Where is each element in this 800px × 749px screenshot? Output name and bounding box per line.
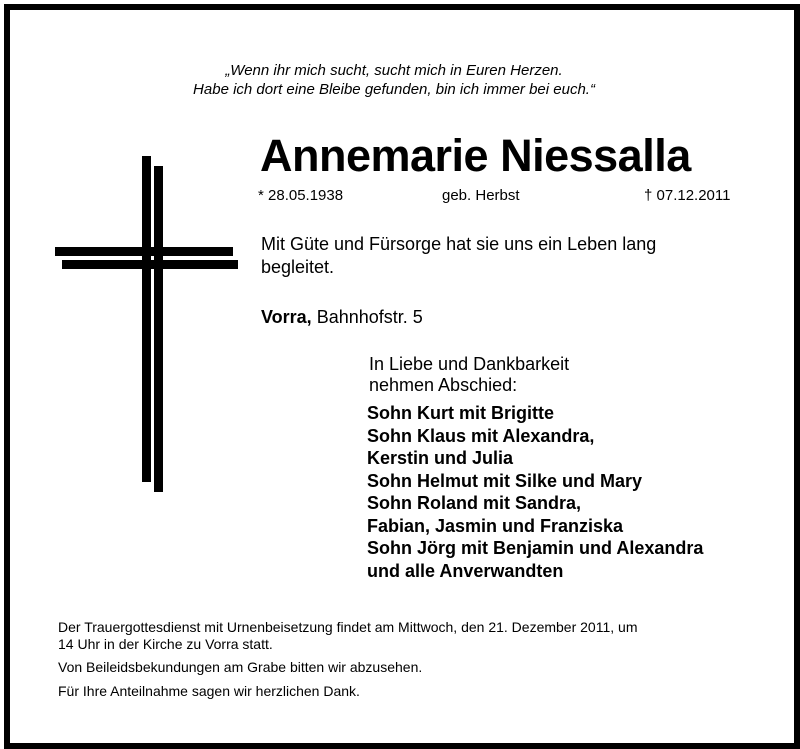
tribute-line-1: Mit Güte und Fürsorge hat sie uns ein Leben lang [261,234,657,254]
mourner-line: Sohn Roland mit Sandra, [367,493,582,513]
mourner-line: Sohn Klaus mit Alexandra, [367,425,595,446]
deceased-name: Annemarie Niessalla [260,130,691,181]
mourner-line: und alle Anverwandten [367,560,564,581]
thanks-note: Für Ihre Anteilnahme sagen wir herzlichen Dank. [58,683,360,699]
address-town: Vorra, [261,307,312,327]
farewell-line-1: In Liebe und Dankbarkeit [369,354,570,374]
quote-line-1: „Wenn ihr mich sucht, sucht mich in Euren Herzen. [225,62,563,79]
mourner-line: Kerstin und Julia [367,448,514,468]
farewell-line-2: nehmen Abschied: [369,375,518,395]
birth-date: * 28.05.1938 [258,187,344,204]
service-info-line-2: 14 Uhr in der Kirche zu Vorra statt. [58,636,273,652]
condolences-note: Von Beileidsbekundungen am Grabe bitten wir abzusehen. [58,659,423,675]
tribute-line-2: begleitet. [261,257,335,277]
mourner-line: Sohn Jörg mit Benjamin und Alexandra [367,538,704,558]
address-street: Bahnhofstr. 5 [316,307,423,327]
mourner-line: Sohn Kurt mit Brigitte [367,403,554,423]
mourner-line: Sohn Helmut mit Silke und Mary [367,470,643,491]
death-date: † 07.12.2011 [644,187,731,204]
service-info-line-1: Der Trauergottesdienst mit Urnenbeisetzung findet am Mittwoch, den 21. Dezember 2011, um [58,619,638,635]
mourners-list [367,402,703,582]
maiden-name: geb. Herbst [442,187,520,204]
address [261,306,423,329]
quote-line-2: Habe ich dort eine Bleibe gefunden, bin ich immer bei euch.“ [193,81,595,98]
mourner-line: Fabian, Jasmin und Franziska [367,515,624,536]
